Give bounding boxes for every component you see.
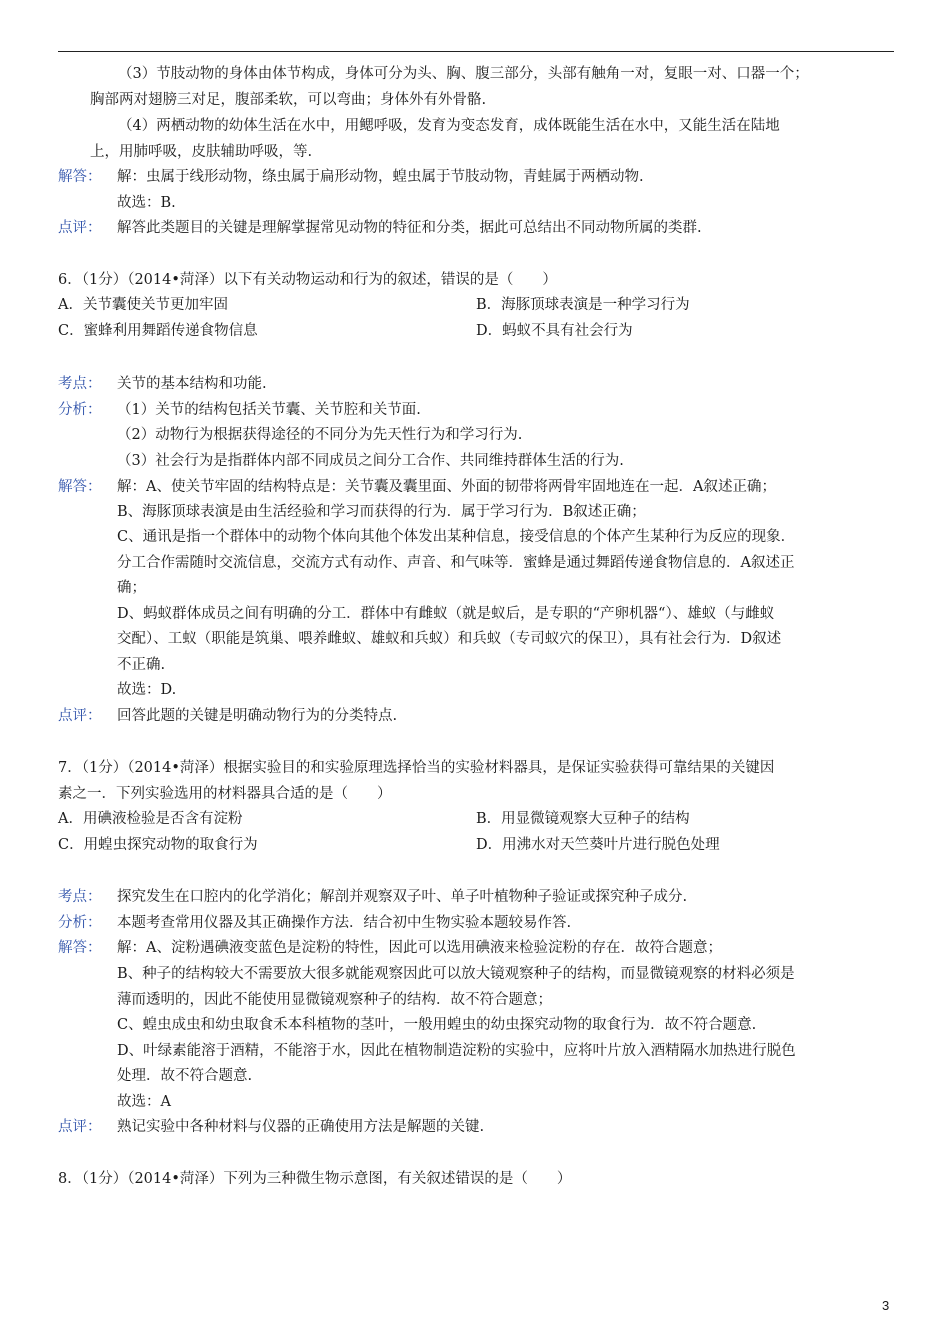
prev-text-line: （4）两栖动物的幼体生活在水中，用鳃呼吸，发育为变态发育，成体既能生活在水中，又能生活在陆地: [118, 118, 780, 134]
option-a: A．用碘液检验是否含有淀粉: [58, 811, 243, 827]
kaodian-label: 考点：: [58, 889, 102, 905]
option-a: A．关节囊使关节更加牢固: [58, 297, 228, 313]
page-number: 3: [882, 1298, 890, 1313]
answer-line: 薄而透明的，因此不能使用显微镜观察种子的结构．故不符合题意；: [117, 992, 552, 1008]
answer-line: C、通讯是指一个群体中的动物个体向其他个体发出某种信息，接受信息的个体产生某种行为反应的现象．: [117, 529, 796, 545]
analysis-line: 本题考查常用仪器及其正确操作方法．结合初中生物实验本题较易作答.: [117, 915, 572, 931]
prev-text-line: （3）节肢动物的身体由体节构成，身体可分为头、胸、腹三部分，头部有触角一对，复眼一对、口器一个；: [118, 66, 809, 82]
answer-line: B、海豚顶球表演是由生活经验和学习而获得的行为．属于学习行为．B叙述正确；: [117, 504, 646, 520]
comment-text: 解答此类题目的关键是理解掌握常见动物的特征和分类，据此可总结出不同动物所属的类群.: [117, 220, 702, 236]
option-b: B．海豚顶球表演是一种学习行为: [476, 297, 690, 313]
prev-text-line: 胸部两对翅膀三对足，腹部柔软，可以弯曲；身体外有外骨骼.: [90, 92, 487, 108]
answer-line: 分工合作需随时交流信息，交流方式有动作、声音、和气味等．蜜蜂是通过舞蹈传递食物信息的．A叙述正: [117, 555, 795, 571]
analysis-line: （3）社会行为是指群体内部不同成员之间分工合作、共同维持群体生活的行为.: [117, 453, 624, 469]
comment-text: 熟记实验中各种材料与仪器的正确使用方法是解题的关键.: [117, 1119, 485, 1135]
question-6-stem: 6．（1分）（2014•菏泽）以下有关动物运动和行为的叙述，错误的是（ ）: [58, 272, 557, 288]
answer-line: D、蚂蚁群体成员之间有明确的分工．群体中有雌蚁（就是蚁后，是专职的“产卵机器“）、雄蚁（与雌蚁: [117, 606, 775, 622]
answer-line: 故选：B.: [117, 195, 176, 211]
answer-line: 解：虫属于线形动物，绦虫属于扁形动物，蝗虫属于节肢动物，青蛙属于两栖动物.: [117, 169, 644, 185]
answer-line: B、种子的结构较大不需要放大很多就能观察因此可以放大镜观察种子的结构，而显微镜观察的材料必须是: [117, 966, 795, 982]
comment-text: 回答此题的关键是明确动物行为的分类特点.: [117, 708, 398, 724]
option-c: C．蜜蜂利用舞蹈传递食物信息: [58, 323, 258, 339]
analysis-line: （1）关节的结构包括关节囊、关节腔和关节面.: [117, 402, 421, 418]
kaodian-label: 考点：: [58, 376, 102, 392]
question-7-stem: 7．（1分）（2014•菏泽）根据实验目的和实验原理选择恰当的实验材料器具，是保证实验获得可靠结果的关键因: [58, 760, 775, 776]
analysis-line: （2）动物行为根据获得途径的不同分为先天性行为和学习行为.: [117, 427, 523, 443]
comment-label: 点评：: [58, 1119, 102, 1135]
option-b: B．用显微镜观察大豆种子的结构: [476, 811, 690, 827]
header-rule: [58, 51, 894, 52]
kaodian-text: 关节的基本结构和功能.: [117, 376, 267, 392]
answer-label: 解答：: [58, 940, 102, 956]
answer-line: C、蝗虫成虫和幼虫取食禾本科植物的茎叶，一般用蝗虫的幼虫探究动物的取食行为．故不符合题意.: [117, 1017, 757, 1033]
question-8-stem: 8．（1分）（2014•菏泽）下列为三种微生物示意图，有关叙述错误的是（ ）: [58, 1171, 572, 1187]
answer-label: 解答：: [58, 479, 102, 495]
option-d: D．蚂蚁不具有社会行为: [476, 323, 633, 339]
answer-line: 解：A、淀粉遇碘液变蓝色是淀粉的特性，因此可以选用碘液来检验淀粉的存在．故符合题意；: [117, 940, 722, 956]
analysis-label: 分析：: [58, 915, 102, 931]
answer-line: D、叶绿素能溶于酒精，不能溶于水，因此在植物制造淀粉的实验中，应将叶片放入酒精隔水加热进行脱色: [117, 1043, 796, 1059]
comment-label: 点评：: [58, 220, 102, 236]
option-d: D．用沸水对天竺葵叶片进行脱色处理: [476, 837, 720, 853]
question-7-stem: 素之一．下列实验选用的材料器具合适的是（ ）: [58, 786, 392, 802]
analysis-label: 分析：: [58, 402, 102, 418]
comment-label: 点评：: [58, 708, 102, 724]
answer-line: 故选：D.: [117, 682, 177, 698]
answer-line: 确；: [117, 580, 146, 596]
answer-line: 交配）、工蚁（职能是筑巢、喂养雌蚁、雄蚁和兵蚁）和兵蚁（专司蚁穴的保卫），具有社会行为．D叙述: [117, 631, 782, 647]
kaodian-text: 探究发生在口腔内的化学消化；解剖并观察双子叶、单子叶植物种子验证或探究种子成分.: [117, 889, 688, 905]
answer-line: 解：A、使关节牢固的结构特点是：关节囊及囊里面、外面的韧带将两骨牢固地连在一起．A叙述正确；: [117, 479, 776, 495]
answer-line: 故选：A: [117, 1094, 171, 1110]
option-c: C．用蝗虫探究动物的取食行为: [58, 837, 258, 853]
prev-text-line: 上，用肺呼吸，皮肤辅助呼吸，等.: [90, 144, 313, 160]
answer-label: 解答：: [58, 169, 102, 185]
answer-line: 处理．故不符合题意.: [117, 1068, 253, 1084]
answer-line: 不正确.: [117, 657, 166, 673]
